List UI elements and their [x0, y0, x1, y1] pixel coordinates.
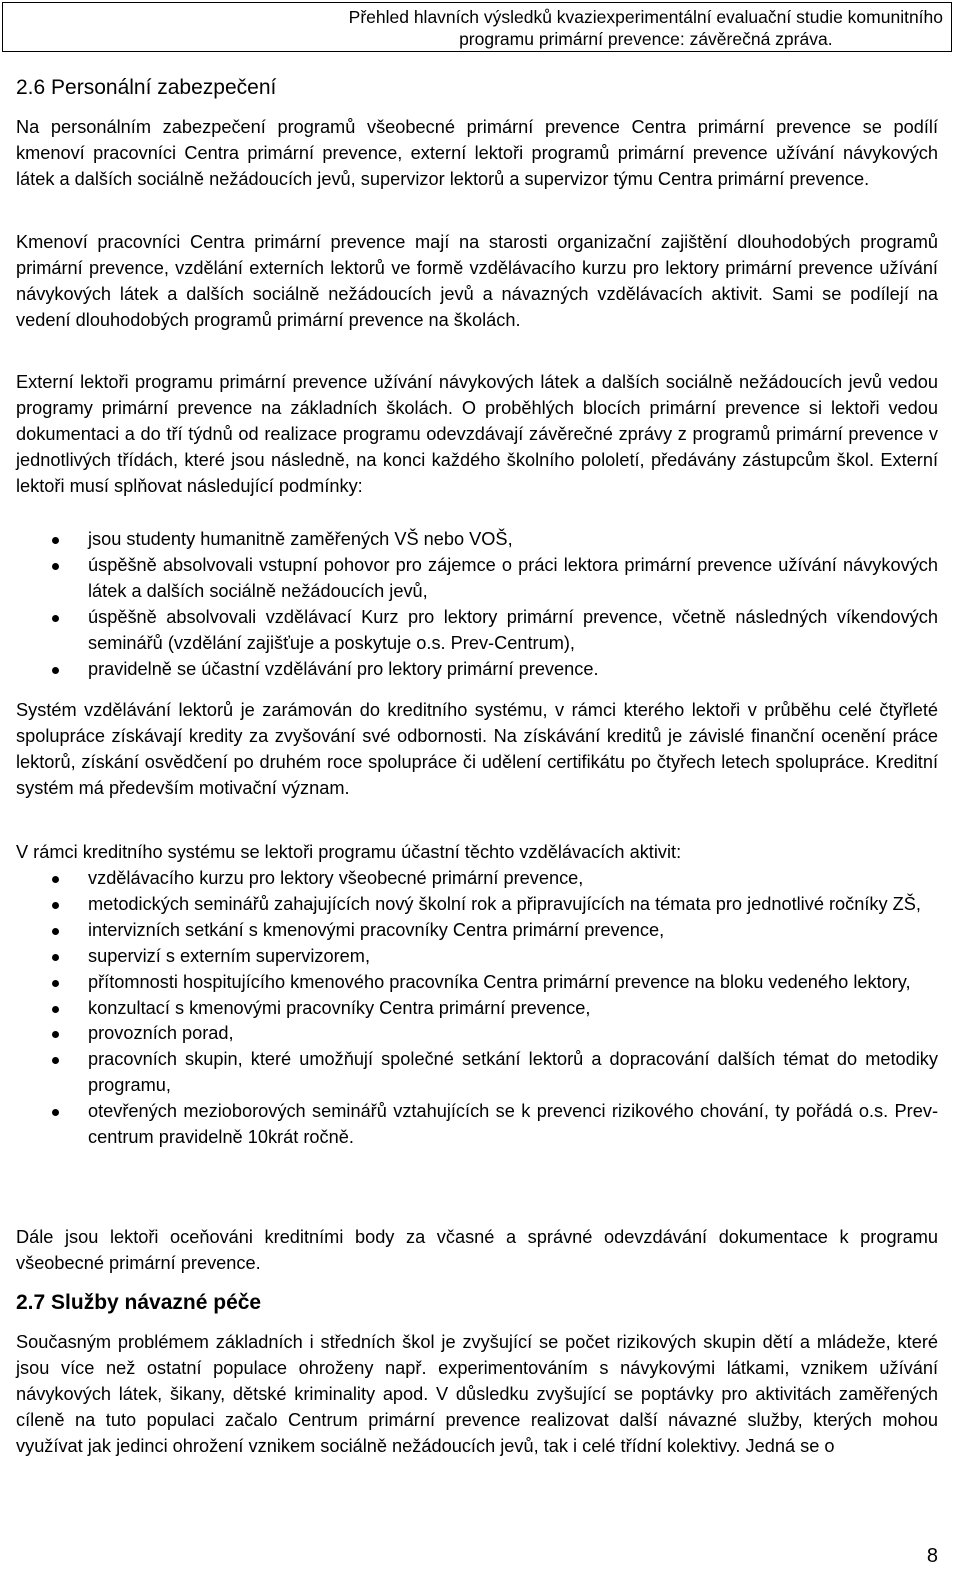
header-title	[349, 6, 943, 50]
list-item: úspěšně absolvovali vstupní pohovor pro zájemce o práci lektora primární prevence užívání návykových látek a dalších sociálně nežádoucích jevů,	[16, 553, 938, 605]
bullet-icon	[52, 1006, 59, 1013]
bullet-icon	[52, 563, 59, 570]
paragraph-staffing-intro: Na personálním zabezpečení programů všeobecné primární prevence Centra primární prevence se podílí kmenoví pracovníci Centra primární prevence, externí lektoři programů primární prevence užívání návykových látek a dalších sociálně nežádoucích jevů, supervizor lektorů a supervizor týmu Centra primární prevence.	[16, 117, 938, 189]
bullet-icon	[52, 1031, 59, 1038]
bullet-icon	[52, 876, 59, 883]
header-line-1: Přehled hlavních výsledků kvaziexperimentální evaluační studie komunitního	[348, 7, 943, 27]
paragraph-external-lecturers: Externí lektoři programu primární prevence užívání návykových látek a dalších sociálně nežádoucích jevů vedou programy primární prevence na základních školách. O proběhlých blocích primární prevence si lektoři vedou dokumentaci a do tří týdnů od realizace programu odevzdávají závěrečné zprávy z programů primární prevence v jednotlivých třídách, které jsou následně, na konci každého školního pololetí, předávány zástupcům škol. Externí lektoři musí splňovat následující podmínky:	[16, 372, 938, 496]
credit-activities-list	[16, 866, 938, 1151]
list-item: metodických seminářů zahajujících nový školní rok a připravujících na témata pro jednotlivé ročníky ZŠ,	[16, 892, 938, 918]
bullet-icon	[52, 928, 59, 935]
paragraph-core-staff: Kmenoví pracovníci Centra primární prevence mají na starosti organizační zajištění dlouhodobých programů primární prevence, vzdělání externích lektorů ve formě vzdělávacího kurzu pro lektory primární prevence užívání návykových látek a dalších sociálně nežádoucích jevů a návazných vzdělávacích aktivit. Sami se podílejí na vedení dlouhodobých programů primární prevence na školách.	[16, 232, 938, 330]
paragraph-documentation-credits: Dále jsou lektoři oceňováni kreditními body za včasné a správné odevzdávání dokumentace k programu všeobecné primární prevence.	[16, 1227, 938, 1273]
section-2-6-heading: 2.6 Personální zabezpečení	[16, 76, 277, 99]
paragraph-credit-activities-intro: V rámci kreditního systému se lektoři programu účastní těchto vzdělávacích aktivit:	[16, 842, 682, 862]
list-item: jsou studenty humanitně zaměřených VŠ nebo VOŠ,	[16, 527, 938, 553]
bullet-icon	[52, 954, 59, 961]
lecturer-requirements-list	[16, 527, 938, 682]
list-item: supervizí s externím supervizorem,	[16, 944, 938, 970]
running-header	[2, 2, 952, 52]
section-2-7-heading: 2.7 Služby návazné péče	[16, 1291, 262, 1314]
list-item: konzultací s kmenovými pracovníky Centra primární prevence,	[16, 996, 938, 1022]
bullet-icon	[52, 902, 59, 909]
bullet-icon	[52, 537, 59, 544]
list-item: provozních porad,	[16, 1021, 938, 1047]
list-item: vzdělávacího kurzu pro lektory všeobecné primární prevence,	[16, 866, 938, 892]
list-item: pracovních skupin, které umožňují společné setkání lektorů a dopracování dalších témat do metodiky programu,	[16, 1047, 938, 1099]
paragraph-credit-system: Systém vzdělávání lektorů je zarámován do kreditního systému, v rámci kterého lektoři v průběhu celé čtyřleté spolupráce získávají kredity za zvyšování své odbornosti. Na získávání kreditů je závislé finanční ocenění práce lektorů, získání osvědčení po druhém roce spolupráce či udělení certifikátu po čtyřech letech spolupráce. Kreditní systém má především motivační význam.	[16, 700, 938, 798]
bullet-icon	[52, 1109, 59, 1116]
page-number: 8	[926, 1545, 938, 1567]
list-item: intervizních setkání s kmenovými pracovníky Centra primární prevence,	[16, 918, 938, 944]
bullet-icon	[52, 667, 59, 674]
header-line-2: programu primární prevence: závěrečná zpráva.	[459, 29, 833, 49]
bullet-icon	[52, 1057, 59, 1064]
bullet-icon	[52, 615, 59, 622]
list-item: otevřených mezioborových seminářů vztahujících se k prevenci rizikového chování, ty pořádá o.s. Prev-centrum pravidelně 10krát ročně.	[16, 1099, 938, 1151]
list-item: úspěšně absolvovali vzdělávací Kurz pro lektory primární prevence, včetně následných víkendových seminářů (vzdělání zajišťuje a poskytuje o.s. Prev-Centrum),	[16, 605, 938, 657]
bullet-icon	[52, 980, 59, 987]
list-item: pravidelně se účastní vzdělávání pro lektory primární prevence.	[16, 657, 938, 683]
paragraph-follow-up-services: Současným problémem základních i středních škol je zvyšující se počet rizikových skupin dětí a mládeže, které jsou více než ostatní populace ohroženy např. experimentováním s návykovými látkami, vznikem užívání návykových látek, šikany, dětské kriminality apod. V důsledku zvyšující se poptávky pro aktivitách zaměřených cíleně na tuto populaci začalo Centrum primární prevence realizovat další návazné služby, kterých mohou využívat jak jedinci ohrožení vznikem sociálně nežádoucích jevů, tak i celé třídní kolektivy. Jedná se o	[16, 1332, 938, 1456]
list-item: přítomnosti hospitujícího kmenového pracovníka Centra primární prevence na bloku vedeného lektory,	[16, 970, 938, 996]
